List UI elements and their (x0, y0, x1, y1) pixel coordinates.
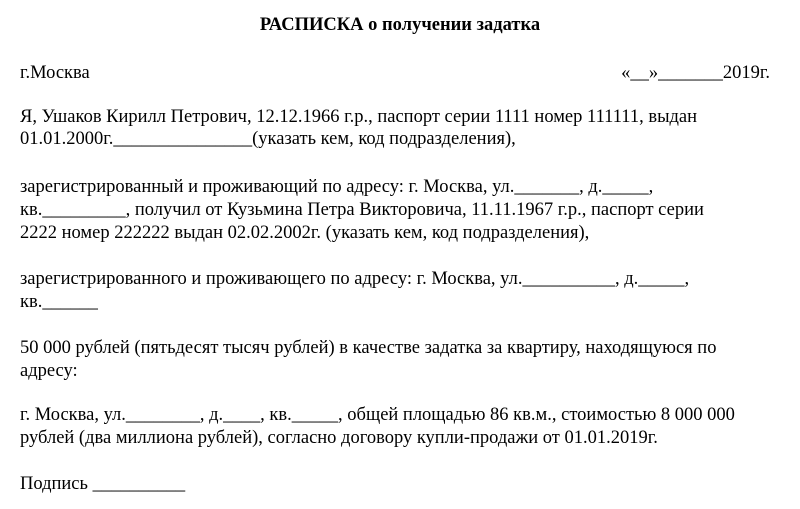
para2-line2: кв._________, получил от Кузьмина Петра Викторовича, 11.11.1967 г.р., паспорт серии (20, 200, 704, 220)
para3-line1: зарегистрированного и проживающего по адресу: г. Москва, ул.__________, д._____, (20, 269, 690, 289)
signature-line: Подпись __________ (20, 474, 186, 494)
para5-line2: рублей (два миллиона рублей), согласно договору купли-продажи от 01.01.2019г. (20, 428, 658, 448)
para3-line2: кв.______ (20, 292, 98, 312)
para1-line2: 01.01.2000г._______________(указать кем, код подразделения), (20, 129, 516, 149)
document-title: РАСПИСКА о получении задатка (259, 15, 541, 35)
para4-line1: 50 000 рублей (пятьдесят тысяч рублей) в качестве задатка за квартиру, находящуюся по (20, 338, 717, 358)
city-line: г.Москва (20, 63, 90, 83)
date-line: «__»_______2019г. (621, 63, 770, 83)
para5-line1: г. Москва, ул.________, д.____, кв._____, общей площадью 86 кв.м., стоимостью 8 000 000 (20, 405, 735, 425)
para2-line1: зарегистрированный и проживающий по адресу: г. Москва, ул._______, д._____, (20, 177, 654, 197)
para4-line2: адресу: (20, 361, 78, 381)
para2-line3: 2222 номер 222222 выдан 02.02.2002г. (указать кем, код подразделения), (20, 223, 590, 243)
para1-line1: Я, Ушаков Кирилл Петрович, 12.12.1966 г.р., паспорт серии 1111 номер 111111, выдан (20, 107, 698, 127)
